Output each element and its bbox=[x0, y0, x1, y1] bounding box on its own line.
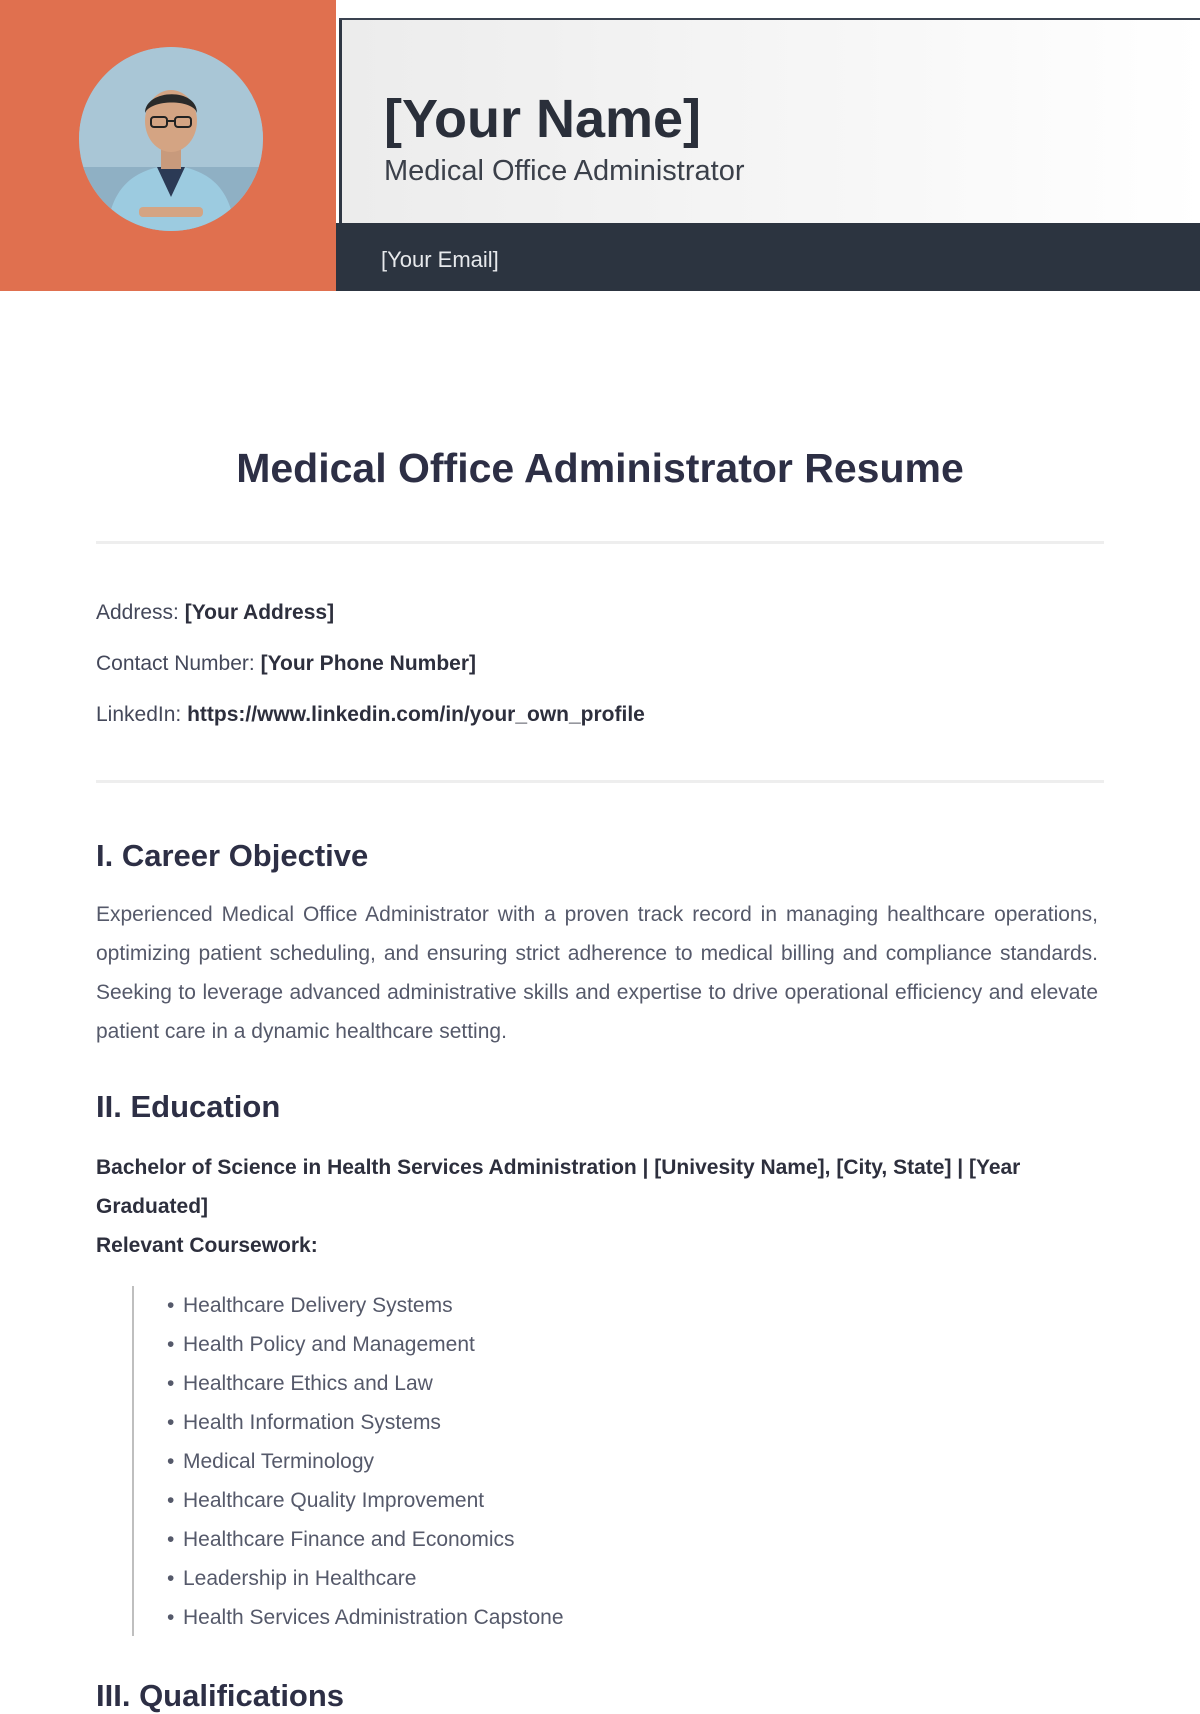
document-title: Medical Office Administrator Resume bbox=[236, 445, 964, 491]
bullet-icon: • bbox=[167, 1411, 175, 1434]
bullet-icon: • bbox=[167, 1372, 175, 1395]
address-line bbox=[96, 601, 334, 625]
person-portrait-icon bbox=[79, 47, 263, 231]
candidate-name: [Your Name] bbox=[384, 89, 702, 149]
list-item bbox=[167, 1364, 867, 1403]
divider bbox=[96, 780, 1104, 783]
section-heading-qualifications: III. Qualifications bbox=[96, 1678, 345, 1713]
bullet-icon: • bbox=[167, 1489, 175, 1512]
coursework-item: Healthcare Delivery Systems bbox=[183, 1294, 453, 1317]
address-label: Address: bbox=[96, 601, 179, 624]
divider bbox=[96, 541, 1104, 544]
section-heading-career-objective: I. Career Objective bbox=[96, 838, 369, 873]
bullet-icon: • bbox=[167, 1333, 175, 1356]
degree-line: Bachelor of Science in Health Services Administration | [Univesity Name], [City, State] | [Year Graduated] bbox=[96, 1156, 1021, 1218]
bullet-icon: • bbox=[167, 1294, 175, 1317]
section-heading-education: II. Education bbox=[96, 1089, 281, 1124]
coursework-label: Relevant Coursework: bbox=[96, 1234, 318, 1257]
list-item bbox=[167, 1481, 867, 1520]
coursework-item: Health Services Administration Capstone bbox=[183, 1606, 564, 1629]
bullet-icon: • bbox=[167, 1567, 175, 1590]
phone-line bbox=[96, 652, 476, 676]
linkedin-value[interactable]: https://www.linkedin.com/in/your_own_profile bbox=[187, 703, 645, 726]
coursework-item: Health Information Systems bbox=[183, 1411, 441, 1434]
phone-label: Contact Number: bbox=[96, 652, 255, 675]
coursework-item: Leadership in Healthcare bbox=[183, 1567, 417, 1590]
phone-value: [Your Phone Number] bbox=[260, 652, 477, 675]
linkedin-line bbox=[96, 703, 645, 727]
bullet-icon: • bbox=[167, 1528, 175, 1551]
list-item bbox=[167, 1325, 867, 1364]
coursework-item: Medical Terminology bbox=[183, 1450, 375, 1473]
coursework-item: Healthcare Quality Improvement bbox=[183, 1489, 485, 1512]
coursework-item: Healthcare Finance and Economics bbox=[183, 1528, 515, 1551]
linkedin-label: LinkedIn: bbox=[96, 703, 182, 726]
list-item bbox=[167, 1559, 867, 1598]
bullet-icon: • bbox=[167, 1606, 175, 1629]
list-item bbox=[167, 1403, 867, 1442]
list-item bbox=[167, 1598, 867, 1637]
career-objective-text: Experienced Medical Office Administrator with a proven track record in managing healthcare operations, optimizing patient scheduling, and ensuring strict adherence to medical billing and compliance standards. Seeking to leverage advanced administrative skills and expertise to drive operational efficiency and elevate patient care in a dynamic healthcare setting. bbox=[96, 903, 1098, 1043]
profile-photo bbox=[79, 47, 263, 231]
candidate-email: [Your Email] bbox=[381, 247, 499, 272]
candidate-role: Medical Office Administrator bbox=[384, 155, 745, 187]
address-value: [Your Address] bbox=[184, 601, 335, 624]
coursework-item: Health Policy and Management bbox=[183, 1333, 475, 1356]
list-item bbox=[167, 1442, 867, 1481]
coursework-item: Healthcare Ethics and Law bbox=[183, 1372, 433, 1395]
coursework-list bbox=[132, 1286, 867, 1636]
bullet-icon: • bbox=[167, 1450, 175, 1473]
resume-header bbox=[0, 0, 1200, 291]
list-item bbox=[167, 1520, 867, 1559]
list-item bbox=[167, 1286, 867, 1325]
header-top-rule bbox=[339, 18, 1200, 20]
